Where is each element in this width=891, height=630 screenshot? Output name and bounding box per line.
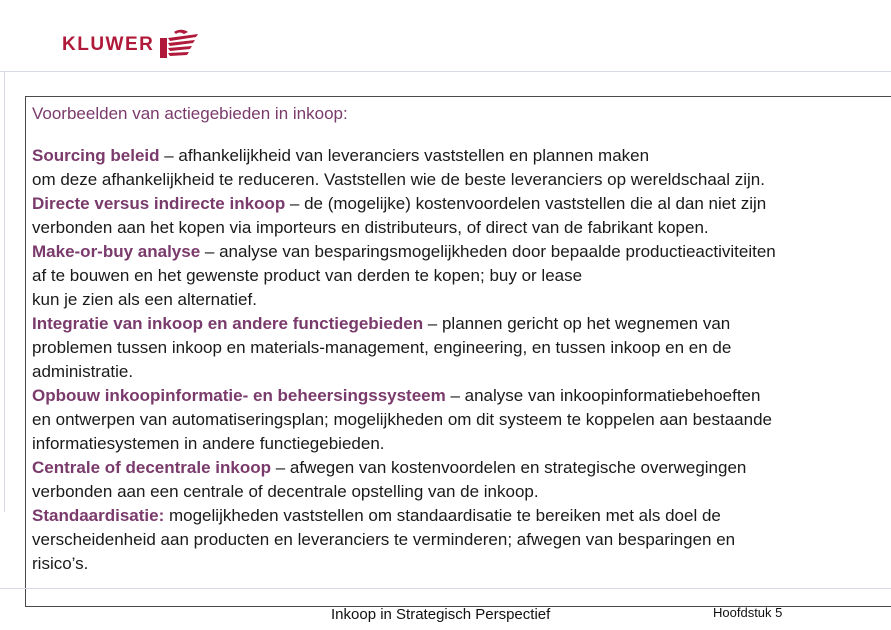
slide-content (32, 102, 891, 576)
header-divider (0, 71, 891, 72)
kluwer-logo (62, 28, 200, 68)
item-term: Standaardisatie: (32, 506, 165, 525)
brand-name: KLUWER (62, 34, 155, 55)
item-text: – plannen gericht op het wegnemen van (423, 314, 731, 333)
item-text: – analyse van inkoopinformatiebehoeften (445, 386, 761, 405)
item-line: om deze afhankelijkheid te reduceren. Vaststellen wie de beste leveranciers op wereldschaal zijn. (32, 170, 765, 189)
item-line: verscheidenheid aan producten en leveranciers te verminderen; afwegen van besparingen en (32, 530, 736, 549)
item-line: kun je zien als een alternatief. (32, 290, 257, 309)
item-text: – afwegen van kostenvoordelen en strategische overwegingen (271, 458, 747, 477)
list-item (32, 240, 891, 312)
item-line: verbonden aan het kopen via importeurs en distributeurs, of direct van de fabrikant kopen. (32, 218, 709, 237)
item-line: af te bouwen en het gewenste product van derden te kopen; buy or lease (32, 266, 583, 285)
item-term: Opbouw inkoopinformatie- en beheersingssysteem (32, 386, 446, 405)
footer-divider (0, 588, 891, 589)
item-term: Integratie van inkoop en andere functiegebieden (32, 314, 424, 333)
item-term: Sourcing beleid (32, 146, 160, 165)
list-item (32, 192, 891, 240)
item-text: – afhankelijkheid van leveranciers vaststellen en plannen maken (159, 146, 650, 165)
item-line: administratie. (32, 362, 134, 381)
list-item (32, 384, 891, 456)
item-line: risico’s. (32, 554, 89, 573)
item-line: informatiesystemen in andere functiegebieden. (32, 434, 385, 453)
footer-title: Inkoop in Strategisch Perspectief (331, 606, 551, 623)
item-line: verbonden aan een centrale of decentrale opstelling van de inkoop. (32, 482, 539, 501)
slide-heading: Voorbeelden van actiegebieden in inkoop: (32, 104, 348, 123)
item-line: problemen tussen inkoop en materials-management, engineering, en tussen inkoop en en de (32, 338, 732, 357)
item-term: Make-or-buy analyse (32, 242, 201, 261)
item-term: Centrale of decentrale inkoop (32, 458, 271, 477)
kluwer-k-logo-icon (158, 28, 200, 67)
item-text: – de (mogelijke) kostenvoordelen vaststellen die al dan niet zijn (285, 194, 767, 213)
list-item (32, 144, 891, 192)
list-item (32, 504, 891, 576)
item-term: Directe versus indirecte inkoop (32, 194, 286, 213)
list-item (32, 456, 891, 504)
item-line: en ontwerpen van automatiseringsplan; mogelijkheden om dit systeem te koppelen aan bestaande (32, 410, 772, 429)
left-divider (4, 72, 5, 512)
item-text: mogelijkheden vaststellen om standaardisatie te bereiken met als doel de (164, 506, 721, 525)
slide-content-box (25, 96, 891, 607)
item-text: – analyse van besparingsmogelijkheden door bepaalde productieactiviteiten (200, 242, 776, 261)
footer-chapter: Hoofdstuk 5 (713, 605, 783, 620)
list-item (32, 312, 891, 384)
